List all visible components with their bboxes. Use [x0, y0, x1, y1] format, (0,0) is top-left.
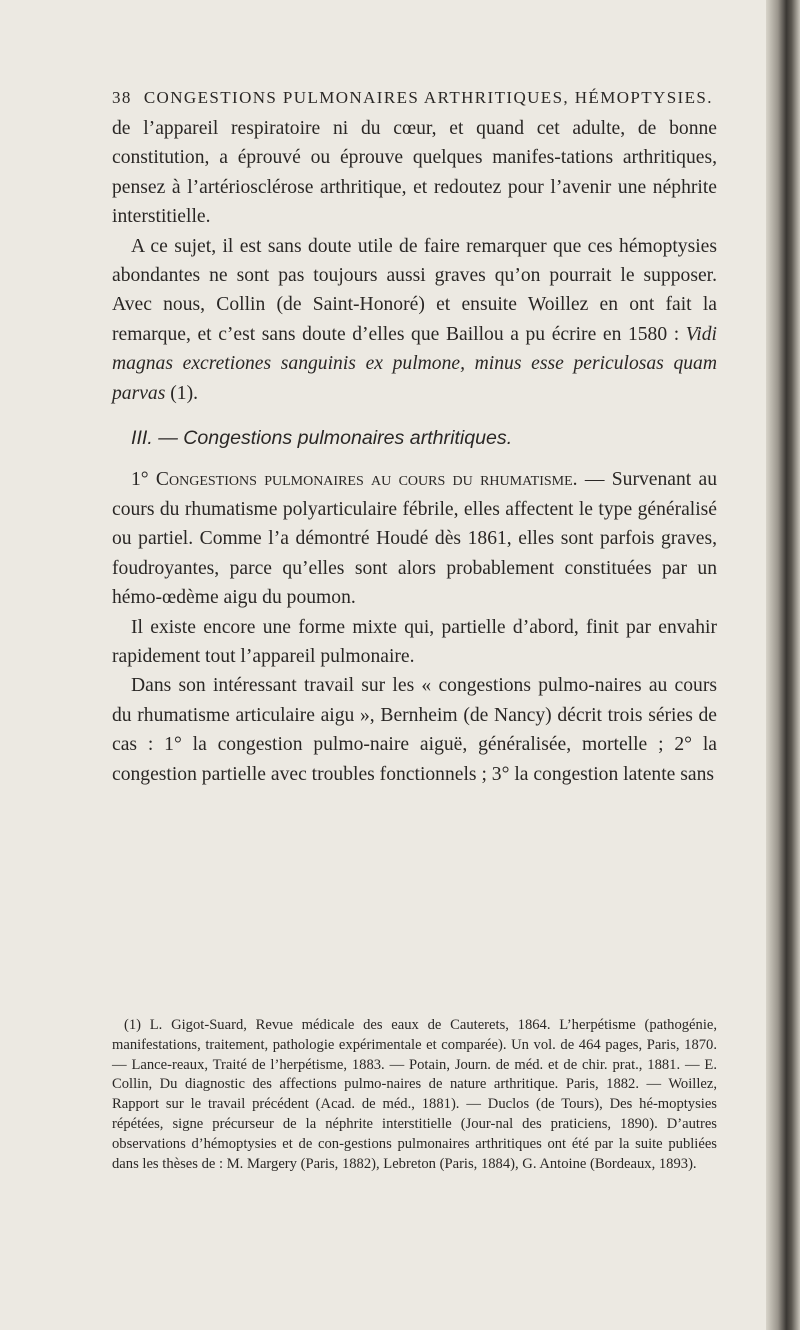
subsection-lead: 1° Congestions pulmonaires au cours du rhumatisme. —: [131, 469, 605, 491]
running-header: [112, 88, 717, 108]
page-number: 38: [112, 88, 132, 107]
footnote-ref: (1).: [170, 382, 198, 404]
footnote-1: (1) L. Gigot-Suard, Revue médicale des eaux de Cauterets, 1864. L’herpétisme (pathogénie, manifestations, traitement, pathologie expérimentale et comparée). Un vol. de 464 pages, Paris, 1870. — Lance-reaux, Traité de l’herpétisme, 1883. — Potain, Journ. de méd. et de chir. prat., 1881. — E. Collin, Du diagnostic des affections pulmo-naires de nature arthritique. Paris, 1882. — Woillez, Rapport sur le travail précédent (Acad. de méd., 1881). — Duclos (de Tours), Des hé-moptysies répétées, signe précurseur de la néphrite interstitielle (Jour-nal des praticiens, 1890). D’autres observations d’hémoptysies et de con-gestions pulmonaires arthritiques ont été par la suite publiées dans les thèses de : M. Margery (Paris, 1882), Lebreton (Paris, 1884), G. Antoine (Bordeaux, 1893).: [112, 1017, 717, 1172]
paragraph-4: Il existe encore une forme mixte qui, partielle d’abord, finit par envahir rapidement tout l’appareil pulmonaire.: [112, 616, 717, 667]
main-text: [112, 114, 717, 789]
paragraph-1: de l’appareil respiratoire ni du cœur, et quand cet adulte, de bonne constitution, a éprouvé ou éprouve quelques manifes-tations arthritiques, pensez à l’artériosclérose arthritique, et redoutez pour l’avenir une néphrite interstitielle.: [112, 118, 717, 228]
page-edge-shadow: [766, 0, 800, 1330]
section-title: III. — Congestions pulmonaires arthritiques.: [131, 427, 513, 450]
latin-quote: Vidi magnas excretiones sanguinis ex pulmone, minus esse periculosas quam parvas: [112, 323, 717, 404]
footnotes: [112, 1016, 717, 1174]
paragraph-3-text: Survenant au cours du rhumatisme polyarticulaire fébrile, elles affectent le type généralisé ou partiel. Comme l’a démontré Houdé dès 1861, elles sont parfois graves, foudroyantes, parce qu’elles sont alors probablement constituées par un hémo-œdème aigu du poumon.: [112, 469, 717, 609]
paragraph-2-text: A ce sujet, il est sans doute utile de faire remarquer que ces hémoptysies abondantes ne sont pas toujours aussi graves qu’on pourrait le supposer. Avec nous, Collin (de Saint-Honoré) et ensuite Woillez en ont fait la remarque, et c’est sans doute d’elles que Baillou a pu écrire en 1580 :: [112, 235, 717, 345]
paragraph-3: [112, 465, 717, 612]
paragraph-5: Dans son intéressant travail sur les « congestions pulmo-naires au cours du rhumatisme articulaire aigu », Bernheim (de Nancy) décrit trois séries de cas : 1° la congestion pulmo-naire aiguë, généralisée, mortelle ; 2° la congestion partielle avec troubles fonctionnels ; 3° la congestion latente sans: [112, 675, 717, 785]
running-title: CONGESTIONS PULMONAIRES ARTHRITIQUES, HÉMOPTYSIES.: [143, 88, 713, 107]
paragraph-2: [112, 232, 717, 408]
